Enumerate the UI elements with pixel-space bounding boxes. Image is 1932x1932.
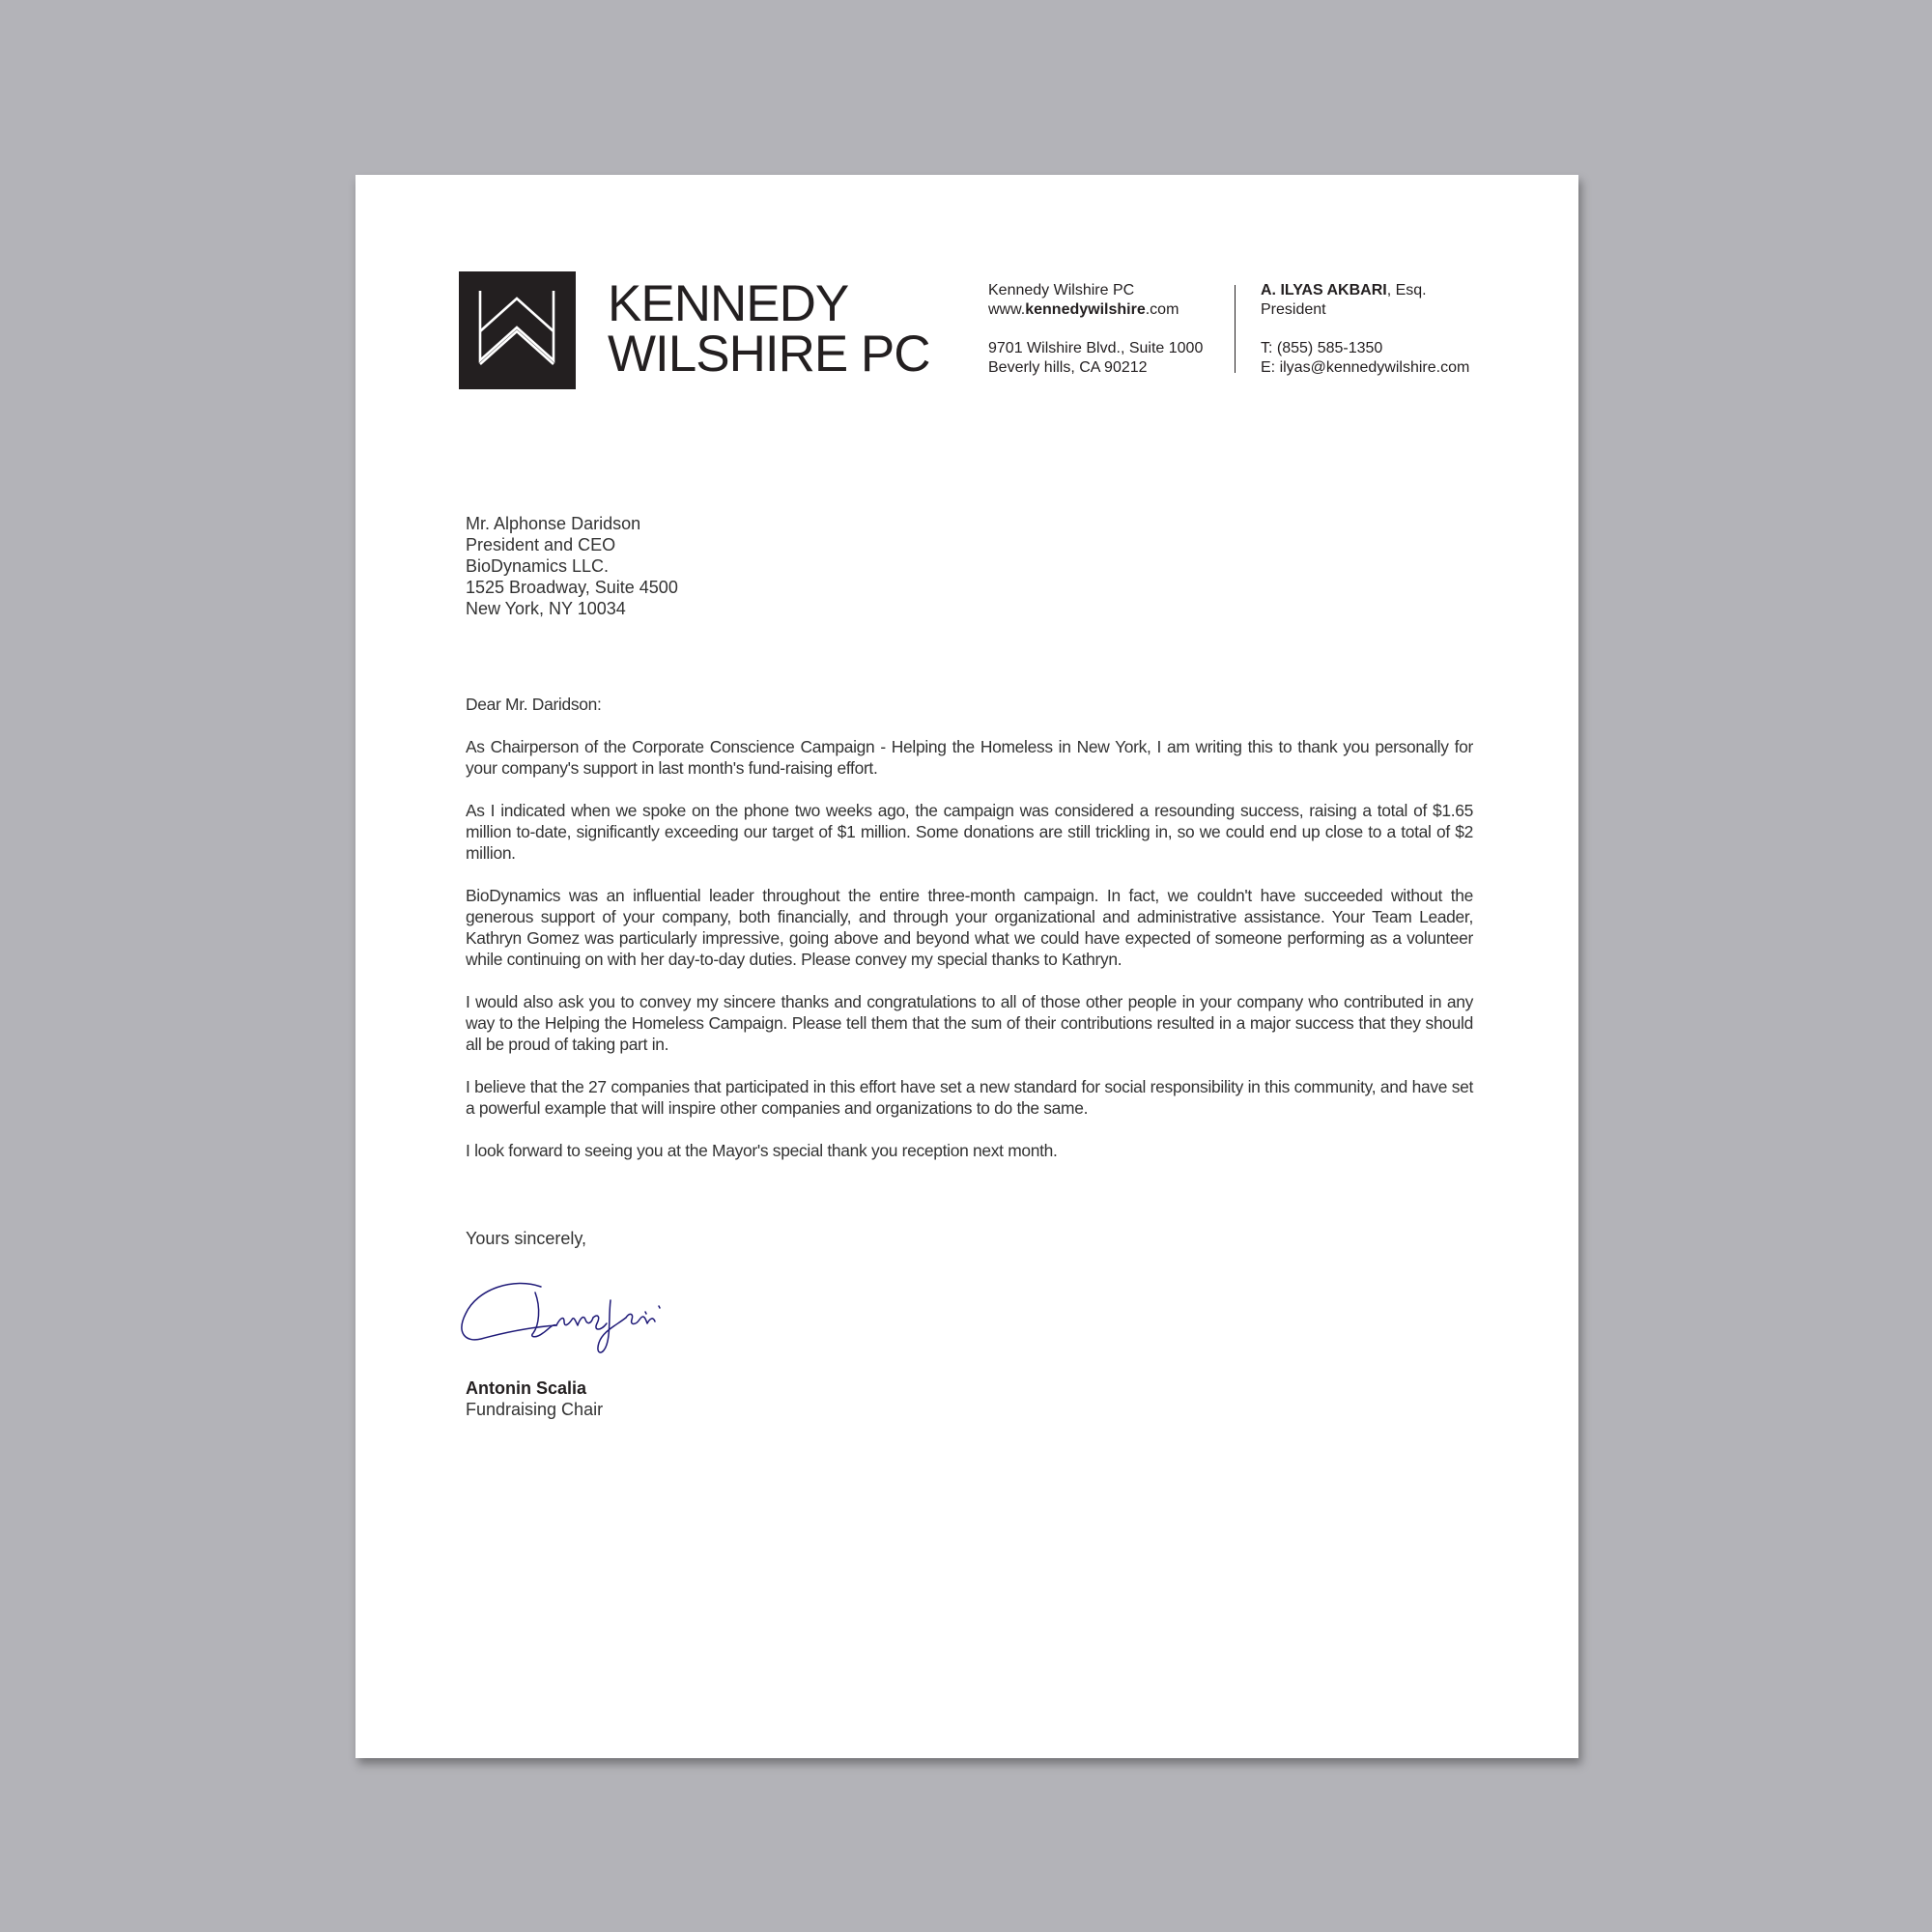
- header-email[interactable]: E: ilyas@kennedywilshire.com: [1261, 359, 1470, 376]
- signer-role: Fundraising Chair: [466, 1400, 604, 1419]
- header-address-block: [988, 339, 1203, 378]
- recipient-company: BioDynamics LLC.: [466, 556, 610, 576]
- paragraph: I look forward to seeing you at the Mayor's special thank you reception next month.: [466, 1141, 1058, 1160]
- paragraph: BioDynamics was an influential leader throughout the entire three-month campaign. In fact, we couldn't have succeeded without the generous support of your company, both financially, and through your organizational and administrative assistance. Your Team Leader, Kathryn Gomez was particularly impressive, going above and beyond what we could have expected of someone performing as a volunteer while continuing on with her day-to-day duties. Please convey my special thanks to Kathryn.: [466, 886, 1473, 969]
- recipient-street: 1525 Broadway, Suite 4500: [466, 578, 678, 597]
- header-address-line1: 9701 Wilshire Blvd., Suite 1000: [988, 340, 1204, 356]
- signer-block: [466, 1378, 603, 1420]
- paragraph: I would also ask you to convey my sincere thanks and congratulations to all of those other people in your company who contributed in any way to the Helping the Homeless Campaign. Please tell them that the sum of their contributions resulted in a major success that they should all be proud of taking part in.: [466, 992, 1473, 1054]
- header-person-block: [1261, 281, 1427, 320]
- paragraph: As I indicated when we spoke on the phone two weeks ago, the campaign was considered a resounding success, raising a total of $1.65 million to-date, significantly exceeding our target of $1 million. Some donations are still trickling in, so we could end up close to a total of $2 million.: [466, 801, 1473, 863]
- letter-body: [466, 694, 1473, 1182]
- recipient-name: Mr. Alphonse Daridson: [466, 514, 641, 533]
- paragraph: As Chairperson of the Corporate Conscience Campaign - Helping the Homeless in New York, I am writing this to thank you personally for your company's support in last month's fund-raising effort.: [466, 737, 1473, 778]
- recipient-address: [466, 513, 678, 619]
- paragraph: I believe that the 27 companies that participated in this effort have set a new standard for social responsibility in this community, and have set a powerful example that will inspire other companies and organizations to do the same.: [466, 1077, 1473, 1118]
- header-website[interactable]: www.kennedywilshire.com: [988, 301, 1179, 318]
- recipient-city: New York, NY 10034: [466, 599, 626, 618]
- header-contact-block: [1261, 339, 1469, 378]
- salutation: Dear Mr. Daridson:: [466, 695, 602, 714]
- kw-monogram-icon: [459, 271, 576, 389]
- recipient-title: President and CEO: [466, 535, 616, 554]
- brand-wordmark: [608, 275, 930, 383]
- header-person-title: President: [1261, 301, 1326, 318]
- brand-line-2: WILSHIRE PC: [608, 326, 930, 383]
- closing: Yours sincerely,: [466, 1229, 587, 1248]
- header-phone: T: (855) 585-1350: [1261, 340, 1383, 356]
- header-address-line2: Beverly hills, CA 90212: [988, 359, 1148, 376]
- header-company-name: Kennedy Wilshire PC: [988, 282, 1135, 298]
- header-company-block: [988, 281, 1179, 320]
- handwritten-signature: [456, 1269, 664, 1361]
- header-person-name: A. ILYAS AKBARI, Esq.: [1261, 282, 1427, 298]
- brand-line-1: KENNEDY: [608, 275, 849, 332]
- letterhead-page: [355, 175, 1578, 1758]
- header-divider: [1235, 285, 1236, 373]
- signer-name: Antonin Scalia: [466, 1378, 587, 1398]
